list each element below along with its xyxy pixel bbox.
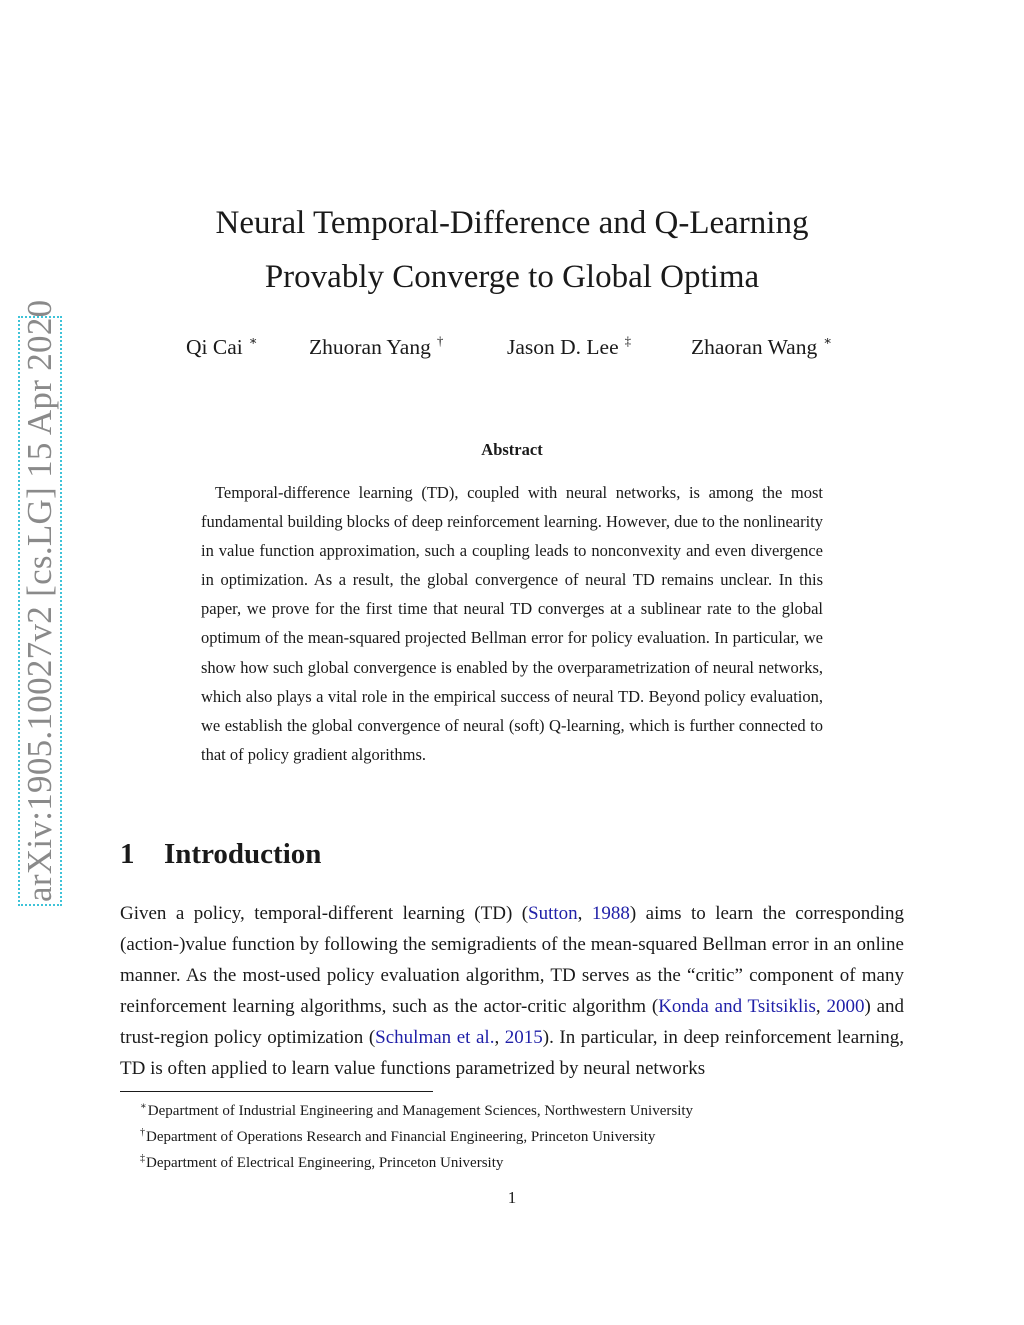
section-number: 1 <box>120 838 135 870</box>
title-line-1: Neural Temporal-Difference and Q-Learning <box>215 205 809 241</box>
section-title: Introduction <box>164 838 322 870</box>
intro-text: Given a policy, temporal-different learning (TD) ( <box>120 903 529 924</box>
citation-separator: , <box>815 996 827 1017</box>
footnote-mark: † <box>140 1127 145 1138</box>
author-4 <box>691 333 832 360</box>
footnote-text: Department of Operations Research and Financial Engineering, Princeton University <box>146 1129 656 1145</box>
citation-separator: , <box>577 903 592 924</box>
abstract-heading: Abstract <box>481 440 543 459</box>
footnotes <box>140 1096 693 1174</box>
footnote-1 <box>140 1096 693 1122</box>
footnote-mark: ∗ <box>140 1101 147 1112</box>
arxiv-identifier: arXiv:1905.10027v2 [cs.LG] 15 Apr 2020 <box>20 299 59 902</box>
citation-konda[interactable]: Konda and Tsitsiklis <box>658 996 816 1017</box>
footnote-mark: ‡ <box>140 1153 145 1164</box>
paper-title <box>0 196 1024 304</box>
title-line-2: Provably Converge to Global Optima <box>264 259 760 295</box>
author-3 <box>507 333 631 360</box>
intro-text: ) aims to learn the corresponding (action-)value function by following the semigradients of the mean-squared Bellman error in an online manner. As the most-used policy evaluation algorithm, TD serves as the “critic” component of many reinforcement learning algorithms, such as the actor-critic algorithm ( <box>120 903 904 1017</box>
footnote-2 <box>140 1122 693 1148</box>
citation-separator: , <box>494 1027 505 1048</box>
footnote-3 <box>140 1148 693 1174</box>
citation-schulman-year[interactable]: 2015 <box>504 1027 543 1048</box>
citation-schulman[interactable]: Schulman et al. <box>375 1027 495 1048</box>
intro-text: ) and trust-region policy optimization ( <box>120 996 905 1048</box>
footnote-text: Department of Industrial Engineering and Management Sciences, Northwestern University <box>147 1103 694 1119</box>
author-name: Zhuoran Yang <box>309 335 431 359</box>
citation-sutton-year[interactable]: 1988 <box>591 903 630 924</box>
affiliation-mark: † <box>436 333 444 348</box>
abstract-text: Temporal-difference learning (TD), coupled with neural networks, is among the most fundamental building blocks of deep reinforcement learning. However, due to the nonlinearity in value function approximation, such a coupling leads to nonconvexity and even divergence in optimization. As a result, the global convergence of neural TD remains unclear. In this paper, we prove for the first time that neural TD converges at a sublinear rate to the global optimum of the mean-squared projected Bellman error for policy evaluation. In particular, we show how such global convergence is enabled by the overparametrization of neural networks, which also plays a vital role in the empirical success of neural TD. Beyond policy evaluation, we establish the global convergence of neural (soft) Q-learning, which is further connected to that of policy gradient algorithms. <box>201 483 824 764</box>
page-number: 1 <box>507 1188 517 1207</box>
affiliation-mark: ∗ <box>823 333 833 348</box>
footnote-rule <box>120 1091 433 1092</box>
author-2 <box>309 333 443 360</box>
affiliation-mark: ∗ <box>248 333 258 348</box>
author-1 <box>186 333 258 360</box>
citation-konda-year[interactable]: 2000 <box>826 996 865 1017</box>
footnote-text: Department of Electrical Engineering, Princeton University <box>146 1155 504 1171</box>
author-name: Jason D. Lee <box>507 335 619 359</box>
section-heading <box>120 838 321 871</box>
author-name: Qi Cai <box>186 335 243 359</box>
intro-paragraph <box>120 898 904 1084</box>
intro-text: ). In particular, in deep reinforcement learning, TD is often applied to learn value functions parametrized by neural networks <box>120 1027 904 1079</box>
author-name: Zhaoran Wang <box>691 335 818 359</box>
citation-sutton[interactable]: Sutton <box>528 903 578 924</box>
affiliation-mark: ‡ <box>624 333 632 348</box>
